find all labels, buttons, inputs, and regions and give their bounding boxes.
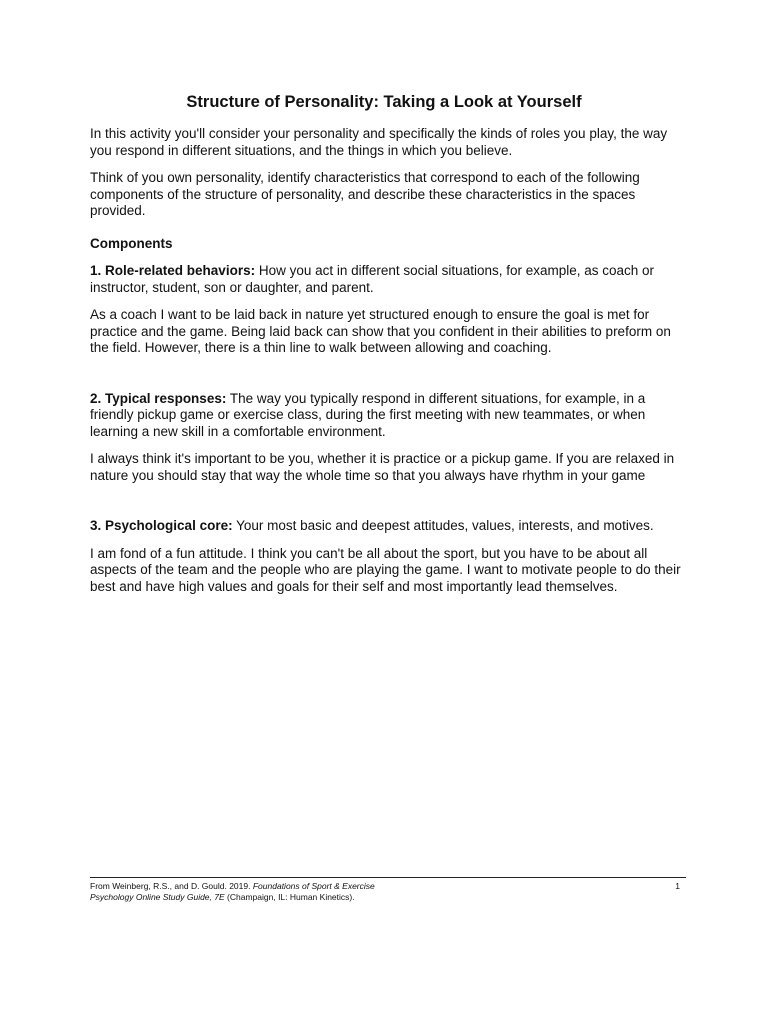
item-2-prompt-text: The way you typically respond in different situations, for example, in a friendly pickup game or exercise class, during the first meeting with new teammates, or when learning a new skill in a comfortable environment. <box>90 390 646 439</box>
components-heading: Components <box>90 235 173 251</box>
footer-citation <box>90 881 390 903</box>
intro-paragraph-1: In this activity you'll consider your personality and specifically the kinds of roles you play, the way you respond in different situations, and the things in which you believe. <box>90 126 668 158</box>
document-body <box>90 126 690 606</box>
citation-prefix: From Weinberg, R.S., and D. Gould. 2019. <box>90 881 251 891</box>
page-number: 1 <box>675 881 680 891</box>
page-footer <box>90 877 686 903</box>
spacer <box>90 368 690 391</box>
citation-suffix: (Champaign, IL: Human Kinetics). <box>227 892 355 902</box>
item-1-prompt <box>90 263 690 296</box>
citation-title: Foundations of Sport & Exercise Psychology Online Study Guide, 7E <box>90 881 375 902</box>
item-1-number: 1. <box>90 263 102 278</box>
item-2-response: I always think it's important to be you, whether it is practice or a pickup game. If you are relaxed in nature you should stay that way the whole time so that you always have rhythm in your game <box>90 451 675 483</box>
page-title: Structure of Personality: Taking a Look at Yourself <box>186 93 582 111</box>
spacer <box>90 495 690 518</box>
item-2-number: 2. <box>90 390 102 406</box>
item-1-response: As a coach I want to be laid back in nature yet structured enough to ensure the goal is met for practice and the game. Being laid back can show that you confident in their abilities to preform on the field. However, there is a thin line to walk between allowing and coaching. <box>90 307 671 355</box>
item-3-number: 3. <box>90 518 102 533</box>
item-1-label: Role-related behaviors: <box>105 263 256 278</box>
item-3-response: I am fond of a fun attitude. I think you can't be all about the sport, but you have to be about all aspects of the team and the people who are playing the game. I want to motivate people to do their best and have high values and goals for their self and most importantly lead themselves. <box>90 545 681 594</box>
item-1-prompt-text: How you act in different social situations, for example, as coach or instructor, student, son or daughter, and parent. <box>90 263 655 295</box>
item-3-prompt <box>90 518 690 535</box>
item-2-prompt <box>90 391 690 441</box>
item-3-label: Psychological core: <box>105 518 233 533</box>
item-3-prompt-text: Your most basic and deepest attitudes, values, interests, and motives. <box>236 518 654 533</box>
item-2-label: Typical responses: <box>105 390 227 406</box>
intro-paragraph-2: Think of you own personality, identify characteristics that correspond to each of the following components of the structure of personality, and describe these characteristics in the spaces provided. <box>90 170 640 218</box>
